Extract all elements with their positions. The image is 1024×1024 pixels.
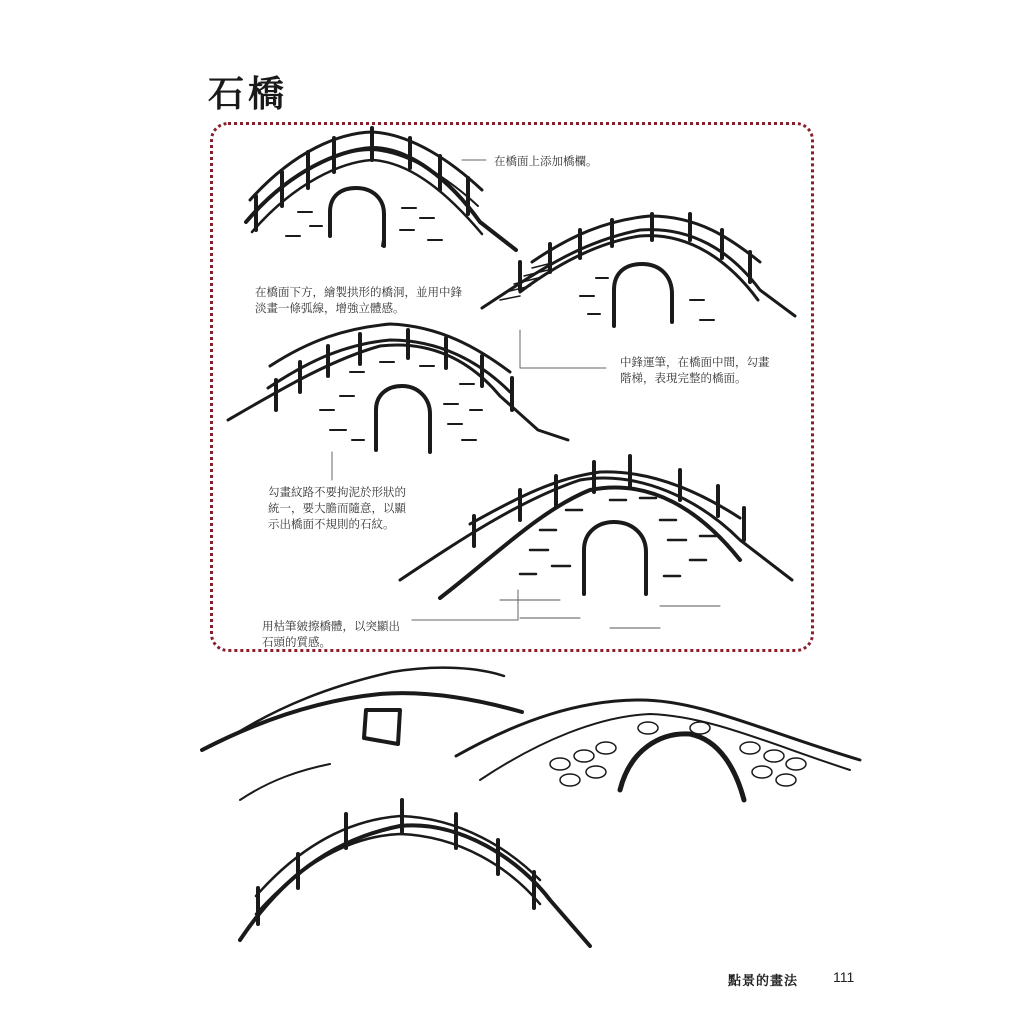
page-title: 石橋 bbox=[208, 73, 289, 115]
footer-title: 點景的畫法 bbox=[728, 974, 799, 989]
leader-lines bbox=[332, 160, 606, 620]
annotation-stairs: 中鋒運筆，在橋面中間，勾畫 階梯，表現完整的橋面。 bbox=[620, 355, 770, 385]
bridge-step-3 bbox=[228, 324, 568, 452]
bridge-sketch-arch bbox=[456, 700, 860, 800]
bridge-step-2 bbox=[482, 214, 795, 326]
bridge-step-1 bbox=[246, 128, 516, 250]
sketch-strokes bbox=[202, 668, 522, 800]
page-number: 111 bbox=[833, 969, 855, 985]
annotation-dry-brush: 用枯筆皴擦橋體，以突顯出 石頭的質感。 bbox=[262, 619, 400, 649]
bridge-sketch-railing bbox=[240, 800, 590, 946]
annotation-railing: 在橋面上添加橋欄。 bbox=[494, 154, 598, 168]
bridge-step-4 bbox=[400, 456, 792, 628]
annotation-arch-hole: 在橋面下方，繪製拱形的橋洞，並用中鋒 淡畫一條弧線，增強立體感。 bbox=[255, 285, 462, 315]
annotation-texture: 勾畫紋路不要拘泥於形狀的 統一，要大膽而隨意，以顯 示出橋面不規則的石紋。 bbox=[268, 485, 406, 531]
